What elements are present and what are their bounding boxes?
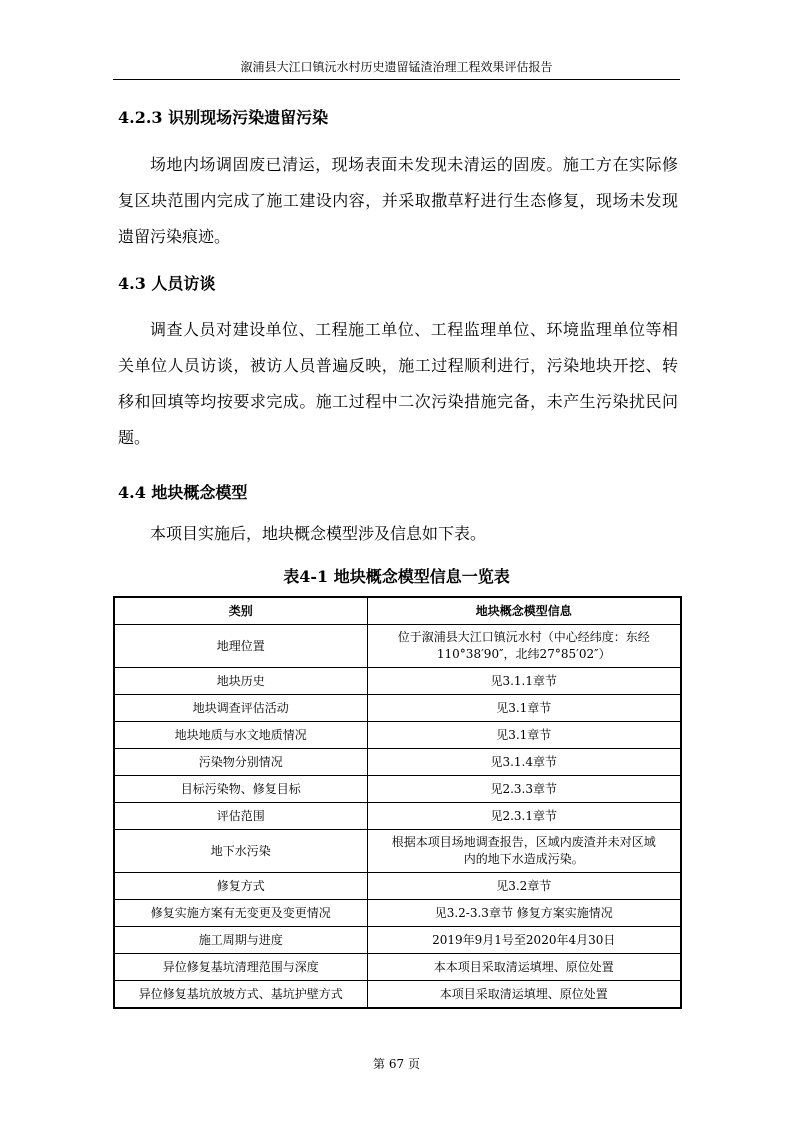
table-row: [114, 981, 681, 1009]
table-row: [114, 625, 681, 668]
cell-line: 位于溆浦县大江口镇沅水村（中心经纬度：东经: [397, 630, 650, 644]
cell-category: 修复实施方案有无变更及变更情况: [114, 900, 367, 927]
cell-category: 目标污染物、修复目标: [114, 776, 367, 803]
paragraph-4-3: [118, 312, 678, 456]
cell-category: 地下水污染: [114, 830, 367, 873]
table-caption: 表4-1 地块概念模型信息一览表: [283, 567, 510, 586]
para-line: 本项目实施后，地块概念模型涉及信息如下表。: [150, 524, 487, 543]
cell-line: 根据本项目场地调查报告，区域内废渣并未对区域: [391, 835, 656, 849]
concept-model-table: [113, 596, 682, 1009]
table-row: [114, 803, 681, 830]
table-row: [114, 927, 681, 954]
cell-info: 见3.1.4章节: [367, 749, 681, 776]
cell-category: 污染物分别情况: [114, 749, 367, 776]
table-row: [114, 668, 681, 695]
cell-info: 2019年9月1号至2020年4月30日: [367, 927, 681, 954]
para-line: 施完备，未产生污染扰民问题。: [118, 392, 678, 447]
para-line: 在实际修复区块范围内完成了施工建设内容，并采取撒草籽进行生态: [118, 155, 678, 210]
cell-info: [367, 830, 681, 873]
cell-category: 地块历史: [114, 668, 367, 695]
header-rule: [113, 79, 680, 80]
table-row: [114, 749, 681, 776]
para-line: 污染地块开挖、转移和回填等均按要求完成。施工过程中二次污染措: [118, 356, 678, 411]
para-line: 场地内场调固废已清运，现场表面未发现未清运的固废。施工方: [150, 155, 613, 174]
cell-info: 本项目采取清运填埋、原位处置: [367, 981, 681, 1009]
column-header-category: 类别: [114, 597, 367, 625]
cell-line: 内的地下水造成污染。: [463, 852, 584, 866]
table-row: [114, 954, 681, 981]
running-header: 溆浦县大江口镇沅水村历史遗留锰渣治理工程效果评估报告: [240, 60, 553, 74]
cell-info: 见3.2章节: [367, 873, 681, 900]
cell-category: 异位修复基坑放坡方式、基坑护壁方式: [114, 981, 367, 1009]
cell-line: 110°38′90″，北纬27°85′02″）: [436, 647, 611, 661]
table-row: [114, 776, 681, 803]
cell-info: 见2.3.3章节: [367, 776, 681, 803]
para-line: 单位等相关单位人员访谈，被访人员普遍反映，施工过程顺利进行，: [118, 320, 678, 375]
cell-category: 地块地质与水文地质情况: [114, 722, 367, 749]
cell-info: [367, 625, 681, 668]
table-row: [114, 830, 681, 873]
table-header-row: [114, 597, 681, 625]
cell-info: 见3.1章节: [367, 722, 681, 749]
table-row: [114, 695, 681, 722]
heading-4-2-3: 4.2.3 识别现场污染遗留污染: [118, 108, 329, 127]
cell-info: 见2.3.1章节: [367, 803, 681, 830]
heading-4-3: 4.3 人员访谈: [118, 274, 216, 293]
cell-info: 本本项目采取清运填埋、原位处置: [367, 954, 681, 981]
paragraph-4-2-3: [118, 147, 678, 255]
para-line: 调查人员对建设单位、工程施工单位、工程监理单位、环境监理: [150, 320, 613, 339]
cell-info: 见3.1章节: [367, 695, 681, 722]
cell-category: 异位修复基坑清理范围与深度: [114, 954, 367, 981]
cell-category: 施工周期与进度: [114, 927, 367, 954]
cell-category: 修复方式: [114, 873, 367, 900]
page-number: 第 67 页: [373, 1057, 420, 1071]
cell-category: 评估范围: [114, 803, 367, 830]
cell-info: 见3.2-3.3章节 修复方案实施情况: [367, 900, 681, 927]
paragraph-4-4: [118, 516, 678, 552]
table-row: [114, 722, 681, 749]
table-row: [114, 900, 681, 927]
table-row: [114, 873, 681, 900]
heading-4-4: 4.4 地块概念模型: [118, 483, 248, 502]
cell-category: 地理位置: [114, 625, 367, 668]
para-line: 修复，现场未发现遗留污染痕迹。: [118, 191, 678, 246]
cell-info: 见3.1.1章节: [367, 668, 681, 695]
cell-category: 地块调查评估活动: [114, 695, 367, 722]
column-header-info: 地块概念模型信息: [367, 597, 681, 625]
